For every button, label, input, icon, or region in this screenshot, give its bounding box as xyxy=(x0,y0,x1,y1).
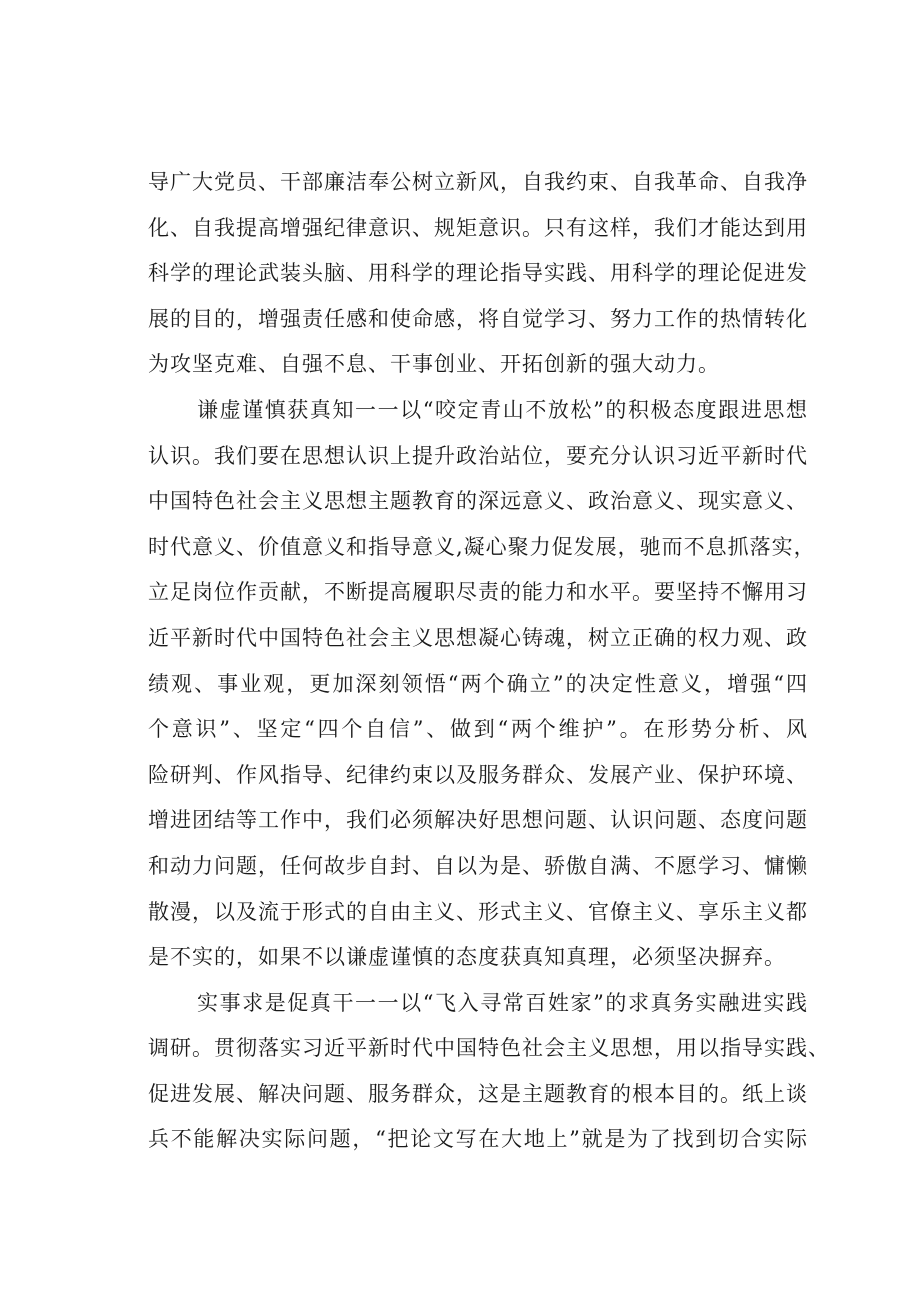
text-line: 个意识”、坚定“四个自信”、做到“两个维护”。在形势分析、风 xyxy=(148,717,808,742)
text-line: 科学的理论武装头脑、用科学的理论指导实践、用科学的理论促进发 xyxy=(148,261,808,286)
text-line: 和动力问题，任何故步自封、自以为是、骄傲自满、不愿学习、慵懒 xyxy=(148,853,808,878)
text-line: 中国特色社会主义思想主题教育的深远意义、政治意义、现实意义、 xyxy=(148,489,808,514)
text-line: 险研判、作风指导、纪律约束以及服务群众、发展产业、保护环境、 xyxy=(148,762,808,787)
text-line: 增进团结等工作中，我们必须解决好思想问题、认识问题、态度问题 xyxy=(148,808,808,833)
text-line: 兵不能解决实际问题，“把论文写在大地上”就是为了找到切合实际 xyxy=(148,1127,808,1152)
text-line: 认识。我们要在思想认识上提升政治站位，要充分认识习近平新时代 xyxy=(148,443,808,468)
text-line-paragraph-end: 为攻坚克难、自强不息、干事创业、开拓创新的强大动力。 xyxy=(148,352,720,377)
text-line: 导广大党员、干部廉洁奉公树立新风，自我约束、自我革命、自我净 xyxy=(148,170,808,194)
text-line: 立足岗位作贡献，不断提高履职尽责的能力和水平。要坚持不懈用习 xyxy=(148,580,808,605)
text-line: 绩观、事业观，更加深刻领悟“两个确立”的决定性意义，增强“四 xyxy=(148,671,808,696)
text-line: 促进发展、解决问题、服务群众，这是主题教育的根本目的。纸上谈 xyxy=(148,1081,808,1106)
text-line: 近平新时代中国特色社会主义思想凝心铸魂，树立正确的权力观、政 xyxy=(148,625,808,650)
text-line: 时代意义、价值意义和指导意义,凝心聚力促发展，驰而不息抓落实， xyxy=(148,534,816,559)
text-line: 调研。贯彻落实习近平新时代中国特色社会主义思想，用以指导实践、 xyxy=(148,1036,830,1061)
text-line: 化、自我提高增强纪律意识、规矩意识。只有这样，我们才能达到用 xyxy=(148,215,808,240)
text-line: 展的目的，增强责任感和使命感，将自觉学习、努力工作的热情转化 xyxy=(148,306,808,331)
text-line-paragraph-end: 是不实的，如果不以谦虚谨慎的态度获真知真理，必须坚决摒弃。 xyxy=(148,945,786,970)
text-line: 散漫，以及流于形式的自由主义、形式主义、官僚主义、享乐主义都 xyxy=(148,899,808,924)
document-body xyxy=(148,160,830,1163)
text-line-paragraph-start: 实事求是促真干一一以“飞入寻常百姓家”的求真务实融进实践 xyxy=(197,990,808,1015)
text-line-paragraph-start: 谦虚谨慎获真知一一以“咬定青山不放松”的积极态度跟进思想 xyxy=(197,397,808,422)
